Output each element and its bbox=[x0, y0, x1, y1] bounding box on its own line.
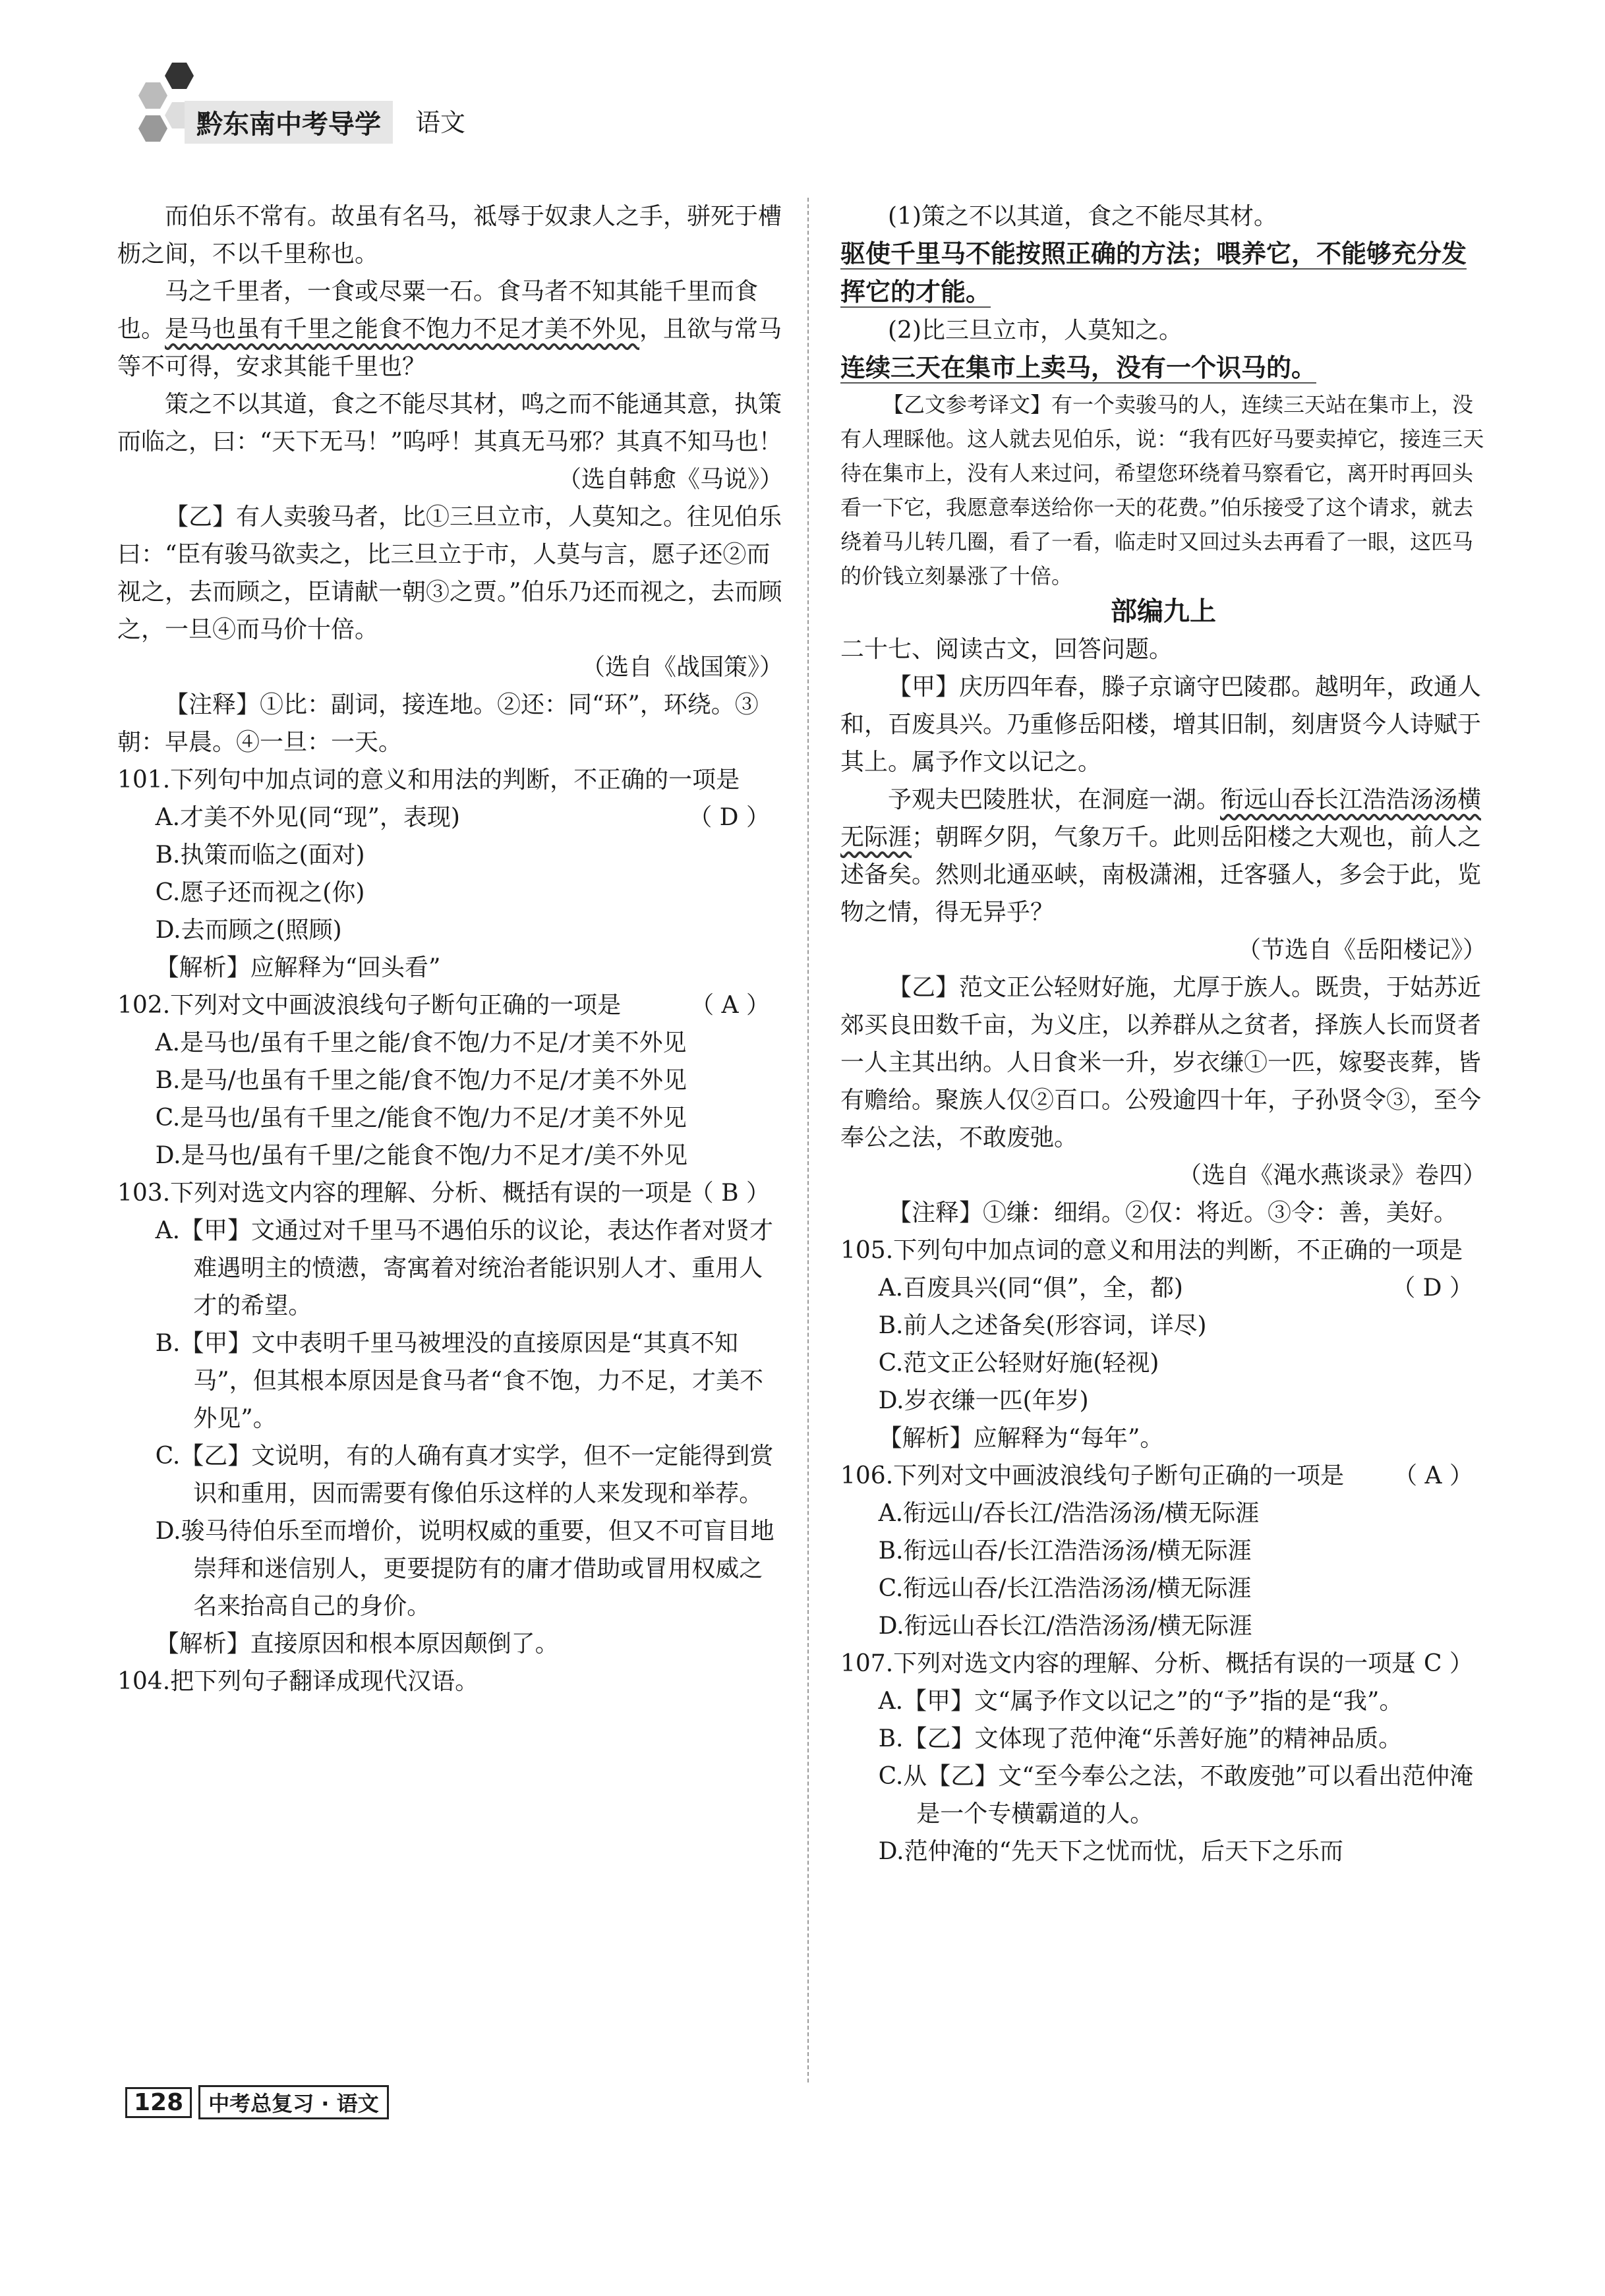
wavy-underline-sentence: 是马也虽有千里之能食不饱力不足才美不外见 bbox=[165, 316, 640, 343]
page-number: 128 bbox=[125, 2087, 192, 2118]
hexagon-logo-icon bbox=[138, 82, 167, 109]
option-item: B.执策而临之(面对) bbox=[155, 842, 365, 869]
option-item: C.是马也/虽有千里之/能食不饱/力不足/才美不外见 bbox=[155, 1105, 687, 1132]
annotation-note: 【注释】①比：副词，接连地。②还：同“环”，环绕。③朝：早晨。④一旦：一天。 bbox=[117, 691, 759, 756]
page-header bbox=[125, 63, 718, 142]
option-item: A.【甲】文通过对千里马不遇伯乐的议论，表达作者对贤才难遇明主的愤懑，寄寓着对统治者能识别人才、重用人才的希望。 bbox=[155, 1217, 774, 1319]
translate-sentence: (2)比三旦立市，人莫知之。 bbox=[888, 317, 1182, 344]
source-citation: （选自《战国策》） bbox=[581, 654, 783, 681]
section-title: 部编九上 bbox=[1111, 596, 1216, 627]
handwritten-answer: 连续三天在集市上卖马，没有一个识马的。 bbox=[840, 353, 1317, 382]
option-item: A.衔远山/吞长江/浩浩汤汤/横无际涯 bbox=[878, 1500, 1260, 1527]
question-101: 101.下列句中加点词的意义和用法的判断，不正确的一项是 （ D ） bbox=[117, 761, 783, 799]
column-divider bbox=[807, 198, 809, 2082]
passage-text: 【甲】庆历四年春，滕子京谪守巴陵郡。越明年，政通人和，百废具兴。乃重修岳阳楼，增其旧制，刻唐贤今人诗赋于其上。属予作文以记之。 bbox=[840, 674, 1482, 776]
option-item: B.前人之述备矣(形容词，详尽) bbox=[878, 1312, 1207, 1339]
passage-text: 【乙】范文正公轻财好施，尤厚于族人。既贵，于姑苏近郊买良田数千亩，为义庄，以养群从之贫者，择族人长而贤者一人主其出纳。人日食米一升，岁衣缣①一匹，嫁娶丧葬，皆有赡给。聚族人仅②百口。公殁逾四十年，子孙贤令③，至今奉公之法，不敢废弛。 bbox=[840, 974, 1482, 1151]
hexagon-logo-icon bbox=[138, 115, 167, 142]
option-item: D.岁衣缣一匹(年岁) bbox=[878, 1387, 1089, 1414]
question-104: 104.把下列句子翻译成现代汉语。 bbox=[117, 1668, 479, 1695]
passage-text: 而伯乐不常有。故虽有名马，祗辱于奴隶人之手，骈死于槽枥之间，不以千里称也。 bbox=[117, 203, 782, 268]
option-item: C.【乙】文说明，有的人确有真才实学，但不一定能得到赏识和重用，因而需要有像伯乐这样的人来发现和举荐。 bbox=[155, 1443, 774, 1507]
analysis-note: 【解析】直接原因和根本原因颠倒了。 bbox=[155, 1630, 559, 1657]
footer-label: 中考总复习 · 语文 bbox=[198, 2085, 388, 2119]
source-citation: （节选自《岳阳楼记》） bbox=[1237, 936, 1486, 963]
option-item: A.【甲】文“属予作文以记之”的“予”指的是“我”。 bbox=[878, 1688, 1403, 1715]
brand-title: 黔东南中考导学 bbox=[185, 101, 393, 144]
question-107: 107.下列对选文内容的理解、分析、概括有误的一项是 （ C ） bbox=[840, 1645, 1486, 1682]
answer-102: （ A ） bbox=[690, 992, 770, 1019]
reference-translation: 【乙文参考译文】有一个卖骏马的人，连续三天站在集市上，没有人理睬他。这人就去见伯乐，说：“我有匹好马要卖掉它，接连三天待在集市上，没有人来过问，希望您环绕着马察看它，离开时再回头看一下它，我愿意奉送给你一天的花费。”伯乐接受了这个请求，就去绕着马儿转几圈，看了一看，临走时又回过头去再看了一眼，这匹马的价钱立刻暴涨了十倍。 bbox=[840, 392, 1484, 588]
question-106: 106.下列对文中画波浪线句子断句正确的一项是 （ A ） bbox=[840, 1457, 1486, 1495]
answer-107: （ C ） bbox=[1392, 1650, 1473, 1677]
option-item: D.去而顾之(照顾) bbox=[155, 917, 342, 944]
hexagon-logo-icon bbox=[165, 63, 194, 89]
passage-text: 马之千里者，一食或尽粟一石。食马者不知其能千里而食也。是马也虽有千里之能食不饱力不足才美不外见，且欲与常马等不可得，安求其能千里也？ bbox=[117, 278, 782, 380]
passage-text: 【乙】有人卖骏马者，比①三旦立市，人莫知之。往见伯乐曰：“臣有骏马欲卖之，比三旦立于市，人莫与言，愿子还②而视之，去而顾之，臣请献一朝③之贾。”伯乐乃还而视之，去而顾之，一旦④而马价十倍。 bbox=[117, 503, 782, 643]
option-item: C.范文正公轻财好施(轻视) bbox=[878, 1350, 1159, 1377]
handwritten-answer: 驱使千里马不能按照正确的方法；喂养它，不能够充分发挥它的才能。 bbox=[840, 239, 1467, 306]
answer-103: （ B ） bbox=[689, 1180, 770, 1207]
source-citation: （选自《渑水燕谈录》卷四） bbox=[1177, 1162, 1486, 1189]
option-item: C.从【乙】文“至今奉公之法，不敢废弛”可以看出范仲淹是一个专横霸道的人。 bbox=[878, 1763, 1474, 1827]
option-item: C.衔远山吞/长江浩浩汤汤/横无际涯 bbox=[878, 1575, 1252, 1602]
question-103: 103.下列对选文内容的理解、分析、概括有误的一项是 （ B ） bbox=[117, 1174, 783, 1212]
annotation-note: 【注释】①缣：细绢。②仅：将近。③令：善，美好。 bbox=[888, 1199, 1458, 1226]
source-citation: （选自韩愈《马说》） bbox=[557, 466, 783, 493]
option-item: C.愿子还而视之(你) bbox=[155, 879, 365, 906]
page-footer bbox=[125, 2082, 389, 2122]
question-105: 105.下列句中加点词的意义和用法的判断，不正确的一项是 （ D ） bbox=[840, 1232, 1486, 1269]
option-item: D.衔远山吞长江/浩浩汤汤/横无际涯 bbox=[878, 1613, 1252, 1640]
left-column bbox=[117, 198, 783, 1700]
analysis-note: 【解析】应解释为“每年”。 bbox=[878, 1425, 1164, 1452]
option-item: B.【乙】文体现了范仲淹“乐善好施”的精神品质。 bbox=[878, 1725, 1403, 1752]
wavy-underline-sentence: 衔远山吞长江浩浩汤汤横无际涯 bbox=[840, 786, 1482, 851]
passage-text: 予观夫巴陵胜状，在洞庭一湖。衔远山吞长江浩浩汤汤横无际涯；朝晖夕阴，气象万千。此则岳阳楼之大观也，前人之述备矣。然则北通巫峡，南极潇湘，迁客骚人，多会于此，览物之情，得无异乎？ bbox=[840, 786, 1482, 926]
option-item: B.衔远山吞/长江浩浩汤汤/横无际涯 bbox=[878, 1537, 1252, 1564]
option-item: D.骏马待伯乐至而增价，说明权威的重要，但又不可盲目地崇拜和迷信别人，更要提防有的庸才借助或冒用权威之名来抬高自己的身价。 bbox=[155, 1518, 774, 1620]
option-item: A.百废具兴(同“俱”，全，都) bbox=[878, 1275, 1183, 1302]
option-item: D.是马也/虽有千里/之能食不饱/力不足才/美不外见 bbox=[155, 1142, 688, 1169]
translate-sentence: (1)策之不以其道，食之不能尽其材。 bbox=[888, 203, 1277, 230]
option-item: D.范仲淹的“先天下之忧而忧，后天下之乐而 bbox=[878, 1838, 1344, 1865]
analysis-note: 【解析】应解释为“回头看” bbox=[155, 954, 441, 981]
right-column bbox=[840, 198, 1486, 1870]
option-item: B.【甲】文中表明千里马被埋没的直接原因是“其真不知马”，但其根本原因是食马者“食不饱，力不足，才美不外见”。 bbox=[155, 1330, 763, 1432]
answer-105: （ D ） bbox=[1391, 1275, 1473, 1302]
question-27: 二十七、阅读古文，回答问题。 bbox=[840, 636, 1173, 663]
option-item: B.是马/也虽有千里之能/食不饱/力不足/才美不外见 bbox=[155, 1067, 687, 1094]
question-102: 102.下列对文中画波浪线句子断句正确的一项是 （ A ） bbox=[117, 987, 783, 1024]
passage-text: 策之不以其道，食之不能尽其材，鸣之而不能通其意，执策而临之，曰：“天下无马！”呜呼！其真无马邪？其真不知马也！ bbox=[117, 391, 782, 455]
answer-106: （ A ） bbox=[1393, 1462, 1473, 1489]
option-item: A.才美不外见(同“现”，表现) bbox=[155, 804, 460, 831]
answer-101: （ D ） bbox=[688, 804, 770, 831]
option-item: A.是马也/虽有千里之能/食不饱/力不足/才美不外见 bbox=[155, 1029, 687, 1056]
subject-label: 语文 bbox=[415, 108, 466, 137]
